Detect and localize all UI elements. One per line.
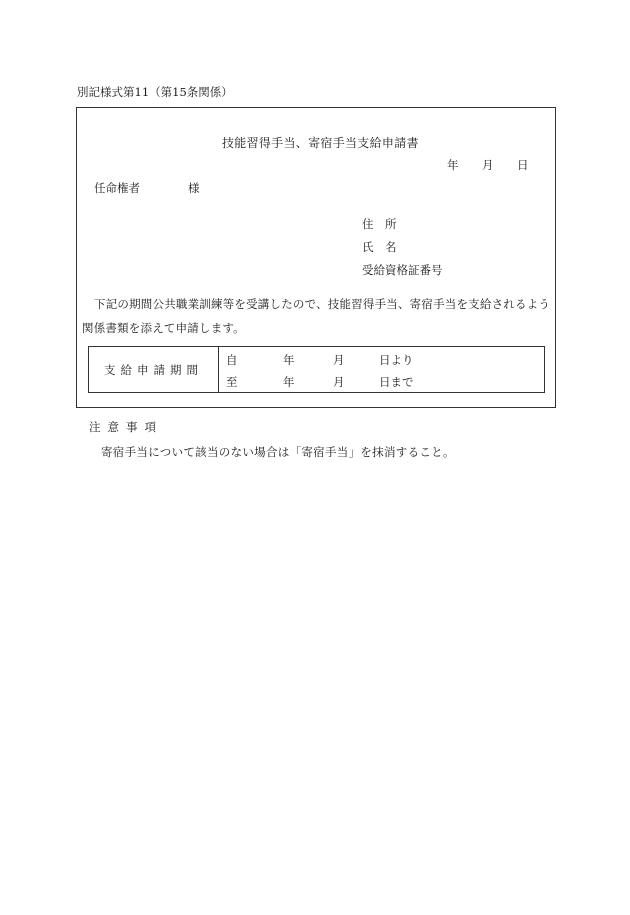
form-number-label: 別記様式第11（第15条関係） (77, 85, 233, 99)
period-to-month: 月 (333, 375, 345, 389)
notes-item: 寄宿手当について該当のない場合は「寄宿手当」を抹消すること。 (101, 445, 455, 459)
form-title: 技能習得手当、寄宿手当支給申請書 (222, 136, 419, 150)
date-year-label: 年 (447, 158, 459, 172)
applicant-cert-number-label: 受給資格証番号 (362, 263, 443, 277)
period-from-year: 年 (283, 353, 295, 367)
period-from-month: 月 (333, 353, 345, 367)
date-day-label: 日 (517, 158, 529, 172)
applicant-address-label: 住 所 (362, 217, 397, 231)
addressee-label: 任命権者 (94, 181, 140, 195)
period-from-prefix: 自 (226, 353, 238, 367)
application-period-label: 支給申請期間 (89, 347, 219, 392)
period-to-day: 日まで (379, 375, 414, 389)
period-from-day: 日より (379, 353, 414, 367)
request-text-line-1: 下記の期間公共職業訓練等を受講したので、技能習得手当、寄宿手当を支給されるよう (94, 297, 551, 311)
notes-heading: 注意事項 (89, 420, 163, 434)
application-period-table (88, 346, 545, 393)
honorific-label: 様 (188, 181, 200, 195)
applicant-name-label: 氏 名 (362, 240, 397, 254)
period-to-year: 年 (283, 375, 295, 389)
request-text-line-2: 関係書類を添えて申請します。 (82, 321, 245, 335)
period-to-prefix: 至 (226, 375, 238, 389)
date-month-label: 月 (482, 158, 494, 172)
